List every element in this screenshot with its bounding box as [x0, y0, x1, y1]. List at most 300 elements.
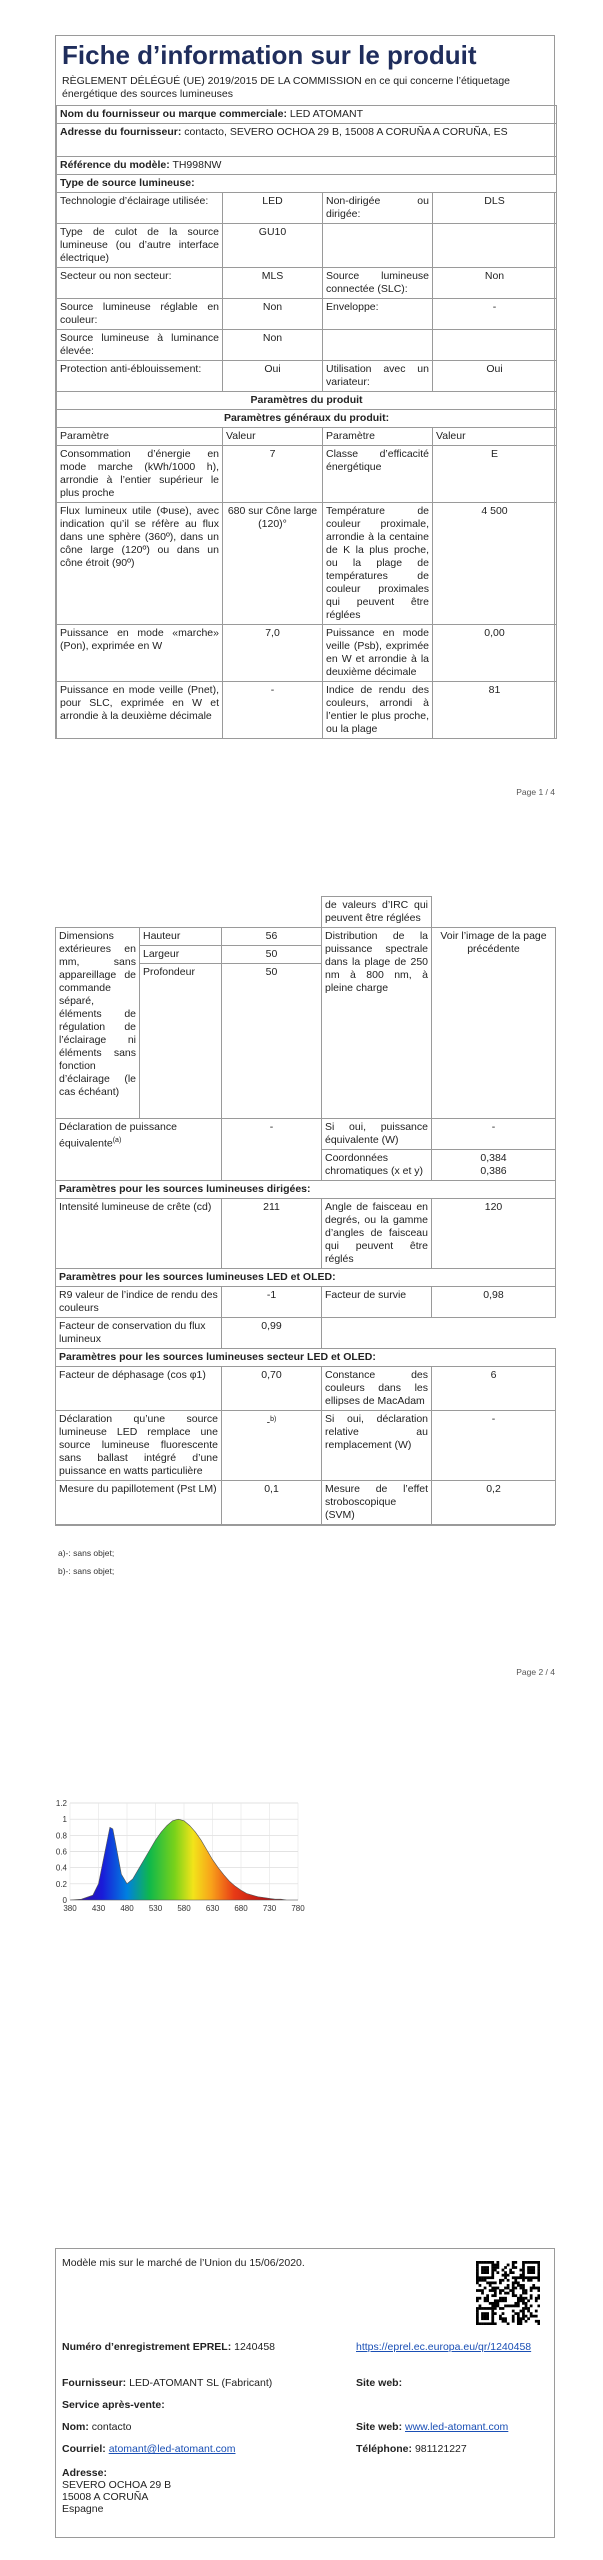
y-tick-label: 0.4	[55, 1863, 67, 1873]
qr-module	[494, 2299, 497, 2302]
phase-row	[56, 1367, 556, 1411]
qr-module	[494, 2289, 497, 2292]
qr-module	[507, 2279, 510, 2282]
qr-module	[484, 2261, 487, 2264]
qr-module	[502, 2320, 505, 2323]
beam-value: 120	[432, 1199, 556, 1269]
phase-label: Facteur de déphasage (cos φ1)	[56, 1367, 222, 1411]
x-tick-label: 730	[262, 1904, 277, 1913]
qr-module	[494, 2305, 497, 2308]
qr-module	[532, 2315, 535, 2318]
siteweb2-block	[356, 2421, 508, 2433]
flux-maint-label: Facteur de conservation du flux lumineux	[56, 1318, 222, 1349]
cell-v2: Non	[433, 268, 557, 299]
qr-module	[522, 2317, 525, 2320]
params-product-header: Paramètres du produit	[57, 392, 557, 410]
qr-module	[491, 2310, 494, 2313]
qr-module	[504, 2305, 507, 2308]
qr-module	[486, 2271, 489, 2274]
qr-module	[484, 2297, 487, 2300]
qr-module	[537, 2266, 540, 2269]
y-tick-label: 0	[62, 1896, 67, 1905]
page-number-2: Page 2 / 4	[516, 1667, 555, 1677]
col-value-2: Valeur	[433, 428, 557, 446]
footnote-b: b)-: sans objet;	[58, 1566, 115, 1576]
peak-label: Intensité lumineuse de crête (cd)	[56, 1199, 222, 1269]
qr-module	[522, 2276, 525, 2279]
qr-module	[512, 2305, 515, 2308]
qr-module	[481, 2269, 484, 2272]
decl-value: -	[222, 1119, 322, 1181]
qr-module	[502, 2289, 505, 2292]
qr-module	[484, 2279, 487, 2282]
qr-module	[525, 2320, 528, 2323]
qr-module	[537, 2289, 540, 2292]
chart-y-ticks	[56, 1799, 68, 1905]
qr-module	[486, 2299, 489, 2302]
supplier-label: Nom du fournisseur ou marque commerciale:	[60, 108, 287, 120]
replace-watt-label: Si oui, déclaration relative au remplacement (W)	[322, 1411, 432, 1481]
replace-label: Déclaration qu’une source lumineuse LED remplace une source lumineuse fluorescente sans ballast intégré d’une puissance en watts particulière	[56, 1411, 222, 1481]
qr-module	[509, 2271, 512, 2274]
qr-module	[504, 2274, 507, 2277]
qr-module	[496, 2271, 499, 2274]
qr-module	[496, 2264, 499, 2267]
qr-module	[520, 2269, 523, 2272]
beam-label: Angle de faisceau en degrés, ou la gamme d’angles de faisceau qui peuvent être réglés	[322, 1199, 432, 1269]
qr-module	[522, 2302, 525, 2305]
qr-module	[491, 2264, 494, 2267]
qr-module	[509, 2305, 512, 2308]
cell-v2: -	[433, 299, 557, 330]
qr-module	[512, 2310, 515, 2313]
qr-module	[502, 2269, 505, 2272]
qr-module	[484, 2287, 487, 2290]
adresse-line-2: 15008 A CORUÑA	[62, 2491, 149, 2503]
adresse-line-1: SEVERO OCHOA 29 B	[62, 2479, 172, 2491]
product-sheet-frame	[55, 35, 555, 739]
qr-module	[476, 2310, 479, 2313]
flicker-value: 0,1	[222, 1481, 322, 1525]
qr-module	[507, 2322, 510, 2325]
qr-module	[479, 2307, 482, 2310]
dim-name-1: Largeur	[140, 946, 222, 964]
directed-header-row	[56, 1181, 556, 1199]
qr-module	[535, 2276, 538, 2279]
placed-on-market: Modèle mis sur le marché de l’Union du 15/06/2020.	[62, 2257, 305, 2269]
cell-v2: 81	[433, 682, 557, 739]
qr-module	[530, 2279, 533, 2282]
cell-l2: Non-dirigée ou dirigée:	[323, 193, 433, 224]
qr-module	[484, 2299, 487, 2302]
fournisseur-block	[62, 2377, 272, 2389]
qr-module	[525, 2261, 528, 2264]
x-tick-label: 580	[177, 1904, 191, 1913]
fournisseur-label: Fournisseur:	[62, 2377, 127, 2389]
qr-module	[476, 2274, 479, 2277]
qr-module	[517, 2297, 520, 2300]
qr-module	[527, 2271, 530, 2274]
strobo-value: 0,2	[432, 1481, 556, 1525]
source-type-row	[57, 268, 557, 299]
qr-module	[512, 2264, 515, 2267]
qr-module	[494, 2266, 497, 2269]
source-type-row	[57, 361, 557, 392]
qr-module	[522, 2287, 525, 2290]
website-link[interactable]: www.led-atomant.com	[405, 2421, 509, 2433]
replace-watt-value: -	[432, 1411, 556, 1481]
cell-v2	[433, 330, 557, 361]
cell-l1: Technologie d’éclairage utilisée:	[57, 193, 223, 224]
spectral-value: Voir l’image de la page précédente	[432, 928, 556, 1119]
qr-module	[530, 2289, 533, 2292]
qr-module	[476, 2322, 479, 2325]
qr-module	[525, 2289, 528, 2292]
cell-l1: Type de culot de la source lumineuse (ou d’autre interface électrique)	[57, 224, 223, 268]
qr-module	[499, 2307, 502, 2310]
qr-code-icon	[476, 2261, 540, 2325]
qr-module	[530, 2271, 533, 2274]
qr-module	[476, 2307, 479, 2310]
qr-module	[486, 2315, 489, 2318]
qr-module	[491, 2266, 494, 2269]
qr-module	[520, 2284, 523, 2287]
flux-maint-value: 0,99	[222, 1318, 322, 1349]
cell-v1: Non	[223, 299, 323, 330]
qr-module	[512, 2287, 515, 2290]
qr-module	[504, 2271, 507, 2274]
dims-label: Dimensions extérieures en mm, sans appareillage de commande séparé, éléments de régulation de l’éclairage ni éléments sans fonction d’éclairage (le cas échéant)	[56, 928, 140, 1119]
qr-module	[502, 2274, 505, 2277]
qr-module	[484, 2322, 487, 2325]
general-param-rows	[57, 446, 557, 739]
qr-module	[489, 2276, 492, 2279]
chart-x-ticks	[63, 1904, 305, 1913]
cell-v1: LED	[223, 193, 323, 224]
qr-module	[502, 2279, 505, 2282]
flicker-label: Mesure du papillotement (Pst LM)	[56, 1481, 222, 1525]
supplier-table	[56, 105, 557, 739]
decl-cell	[56, 1119, 222, 1181]
address-value: contacto, SEVERO OCHOA 29 B, 15008 A CORUÑA A CORUÑA, ES	[184, 126, 508, 138]
qr-module	[512, 2266, 515, 2269]
qr-module	[491, 2271, 494, 2274]
adresse-block	[62, 2467, 171, 2515]
qr-module	[517, 2305, 520, 2308]
qr-module	[476, 2269, 479, 2272]
survival-label: Facteur de survie	[322, 1287, 432, 1318]
qr-module	[522, 2271, 525, 2274]
qr-module	[517, 2302, 520, 2305]
qr-module	[499, 2292, 502, 2295]
x-tick-label: 780	[291, 1904, 305, 1913]
qr-module	[525, 2315, 528, 2318]
qr-module	[507, 2284, 510, 2287]
qr-module	[491, 2312, 494, 2315]
cell-v1: Oui	[223, 361, 323, 392]
qr-module	[504, 2317, 507, 2320]
qr-module	[484, 2312, 487, 2315]
qr-module	[502, 2297, 505, 2300]
qr-module	[494, 2307, 497, 2310]
cell-l1: Secteur ou non secteur:	[57, 268, 223, 299]
general-param-row	[57, 446, 557, 503]
qr-module	[494, 2292, 497, 2295]
qr-module	[476, 2276, 479, 2279]
model-value: TH998NW	[172, 159, 222, 171]
qr-module	[522, 2292, 525, 2295]
x-tick-label: 480	[120, 1904, 134, 1913]
qr-module	[537, 2297, 540, 2300]
qr-module	[489, 2302, 492, 2305]
qr-module	[530, 2294, 533, 2297]
qr-module	[535, 2297, 538, 2300]
address-row	[57, 124, 557, 157]
qr-module	[517, 2284, 520, 2287]
qr-module	[484, 2317, 487, 2320]
chroma-x: 0,384	[480, 1152, 507, 1164]
macadam-label: Constance des couleurs dans les ellipses de MacAdam	[322, 1367, 432, 1411]
qr-module	[484, 2315, 487, 2318]
cell-v2	[433, 224, 557, 268]
qr-module	[527, 2261, 530, 2264]
qr-module	[491, 2317, 494, 2320]
phase-value: 0,70	[222, 1367, 322, 1411]
adresse-label: Adresse:	[62, 2467, 107, 2479]
qr-module	[491, 2276, 494, 2279]
qr-module	[494, 2269, 497, 2272]
qr-module	[537, 2271, 540, 2274]
cell-l1: Consommation d’énergie en mode marche (kWh/1000 h), arrondie à l’entier supérieur le plus proche	[57, 446, 223, 503]
qr-module	[535, 2320, 538, 2323]
service-label: Service après-vente:	[62, 2399, 165, 2411]
source-type-row	[57, 299, 557, 330]
qr-module	[530, 2315, 533, 2318]
general-param-row	[57, 625, 557, 682]
decl-label: Déclaration de puissance équivalente	[59, 1121, 177, 1150]
qr-module	[509, 2269, 512, 2272]
eprel-link[interactable]: https://eprel.ec.europa.eu/qr/1240458	[356, 2341, 532, 2353]
qr-module	[537, 2261, 540, 2264]
qr-module	[522, 2312, 525, 2315]
qr-module	[530, 2261, 533, 2264]
siteweb-label: Site web:	[356, 2377, 403, 2389]
supplier-row	[57, 106, 557, 124]
qr-module	[484, 2266, 487, 2269]
qr-module	[491, 2287, 494, 2290]
qr-module	[522, 2307, 525, 2310]
flux-maint-row	[56, 1318, 556, 1349]
qr-module	[522, 2297, 525, 2300]
qr-module	[525, 2276, 528, 2279]
qr-module	[486, 2317, 489, 2320]
source-type-rows	[57, 193, 557, 392]
qr-module	[527, 2276, 530, 2279]
params-product-header-row	[57, 392, 557, 410]
col-value-1: Valeur	[223, 428, 323, 446]
qr-module	[502, 2299, 505, 2302]
qr-module	[527, 2279, 530, 2282]
qr-module	[491, 2307, 494, 2310]
cell-v1: 7,0	[223, 625, 323, 682]
dim-name-0: Hauteur	[140, 928, 222, 946]
chroma-values	[432, 1150, 556, 1181]
cell-l2: Indice de rendu des couleurs, arrondi à l’entier le plus proche, ou la plage	[323, 682, 433, 739]
cell-l2: Température de couleur proximale, arrondie à la centaine de K la plus proche, ou la plage de températures de couleur proximales qui peuvent être réglées	[323, 503, 433, 625]
qr-module	[522, 2284, 525, 2287]
decl-row	[56, 1119, 556, 1150]
source-type-header: Type de source lumineuse:	[57, 175, 557, 193]
qr-module	[535, 2315, 538, 2318]
qr-module	[496, 2305, 499, 2308]
qr-module	[484, 2271, 487, 2274]
cell-l2: Classe d’efficacité énergétique	[323, 446, 433, 503]
column-header-row	[57, 428, 557, 446]
qr-code	[476, 2261, 540, 2325]
dim-value-1: 50	[222, 946, 322, 964]
qr-module	[496, 2299, 499, 2302]
email-link[interactable]: atomant@led-atomant.com	[108, 2443, 236, 2455]
source-type-row	[57, 193, 557, 224]
qr-module	[484, 2276, 487, 2279]
qr-module	[512, 2315, 515, 2318]
cell-l1: Source lumineuse à luminance élevée:	[57, 330, 223, 361]
y-tick-label: 1.2	[55, 1799, 67, 1808]
qr-module	[527, 2317, 530, 2320]
product-sheet-frame-2	[55, 896, 555, 1526]
qr-module	[476, 2317, 479, 2320]
qr-module	[532, 2284, 535, 2287]
mains-header-row	[56, 1349, 556, 1367]
col-param-2: Paramètre	[323, 428, 433, 446]
qr-module	[491, 2261, 494, 2264]
y-tick-label: 0.6	[55, 1847, 67, 1857]
cell-l2: Puissance en mode veille (Psb), exprimée en W et arrondie à la deuxième décimale	[323, 625, 433, 682]
eprel-value: 1240458	[234, 2341, 276, 2353]
qr-module	[491, 2281, 494, 2284]
cell-l2: Utilisation avec un variateur:	[323, 361, 433, 392]
qr-module	[494, 2322, 497, 2325]
cell-l2	[323, 330, 433, 361]
telephone-block	[356, 2443, 467, 2455]
qr-module	[476, 2261, 479, 2264]
qr-module	[509, 2289, 512, 2292]
qr-module	[522, 2274, 525, 2277]
r9-label: R9 valeur de l’indice de rendu des couleurs	[56, 1287, 222, 1318]
qr-module	[532, 2287, 535, 2290]
qr-module	[476, 2289, 479, 2292]
qr-module	[496, 2302, 499, 2305]
qr-module	[530, 2266, 533, 2269]
courriel-label: Courriel:	[62, 2443, 106, 2455]
cell-l2: Enveloppe:	[323, 299, 433, 330]
spectrum-area	[70, 1819, 298, 1900]
qr-module	[489, 2289, 492, 2292]
qr-module	[489, 2284, 492, 2287]
qr-module	[476, 2264, 479, 2267]
qr-module	[520, 2317, 523, 2320]
qr-module	[479, 2305, 482, 2308]
cont-row	[56, 897, 556, 928]
qr-module	[537, 2305, 540, 2308]
qr-module	[520, 2287, 523, 2290]
qr-module	[496, 2287, 499, 2290]
qr-module	[514, 2261, 517, 2264]
page-title: Fiche d’information sur le produit	[62, 40, 477, 70]
qr-module	[481, 2315, 484, 2318]
qr-module	[517, 2312, 520, 2315]
qr-module	[514, 2266, 517, 2269]
qr-module	[525, 2302, 528, 2305]
qr-module	[504, 2299, 507, 2302]
qr-module	[530, 2312, 533, 2315]
qr-module	[479, 2276, 482, 2279]
qr-module	[522, 2264, 525, 2267]
qr-module	[522, 2315, 525, 2318]
qr-module	[514, 2312, 517, 2315]
qr-module	[489, 2261, 492, 2264]
cell-v1: 7	[223, 446, 323, 503]
qr-module	[484, 2307, 487, 2310]
qr-module	[527, 2266, 530, 2269]
adresse-line-3: Espagne	[62, 2503, 104, 2515]
qr-module	[494, 2287, 497, 2290]
qr-module	[514, 2305, 517, 2308]
qr-module	[489, 2307, 492, 2310]
qr-module	[486, 2276, 489, 2279]
qr-module	[527, 2310, 530, 2313]
chroma-label: Coordonnées chromatiques (x et y)	[322, 1150, 432, 1181]
qr-module	[522, 2266, 525, 2269]
qr-module	[481, 2312, 484, 2315]
params-general-header: Paramètres généraux du produit:	[57, 410, 557, 428]
x-tick-label: 380	[63, 1904, 77, 1913]
qr-module	[525, 2297, 528, 2300]
qr-module	[504, 2266, 507, 2269]
x-tick-label: 680	[234, 1904, 248, 1913]
qr-module	[491, 2315, 494, 2318]
spectral-distribution-chart	[48, 1795, 308, 1915]
qr-module	[537, 2274, 540, 2277]
qr-module	[520, 2297, 523, 2300]
cell-l2: Source lumineuse connectée (SLC):	[323, 268, 433, 299]
qr-module	[481, 2289, 484, 2292]
qr-module	[507, 2287, 510, 2290]
qr-module	[532, 2271, 535, 2274]
qr-module	[481, 2317, 484, 2320]
cell-v1: Non	[223, 330, 323, 361]
params-general-header-row	[57, 410, 557, 428]
qr-module	[476, 2281, 479, 2284]
qr-module	[522, 2289, 525, 2292]
qr-module	[491, 2274, 494, 2277]
qr-module	[499, 2297, 502, 2300]
qr-module	[499, 2279, 502, 2282]
qr-module	[486, 2294, 489, 2297]
qr-module	[476, 2299, 479, 2302]
qr-module	[535, 2261, 538, 2264]
dim-value-2: 50	[222, 964, 322, 1119]
qr-module	[479, 2297, 482, 2300]
dim-value-0: 56	[222, 928, 322, 946]
cell-v2: 0,00	[433, 625, 557, 682]
qr-module	[522, 2299, 525, 2302]
cell-v1: 680 sur Cône large (120)°	[223, 503, 323, 625]
qr-module	[479, 2322, 482, 2325]
cell-v1: MLS	[223, 268, 323, 299]
qr-module	[491, 2320, 494, 2323]
r9-row	[56, 1287, 556, 1318]
